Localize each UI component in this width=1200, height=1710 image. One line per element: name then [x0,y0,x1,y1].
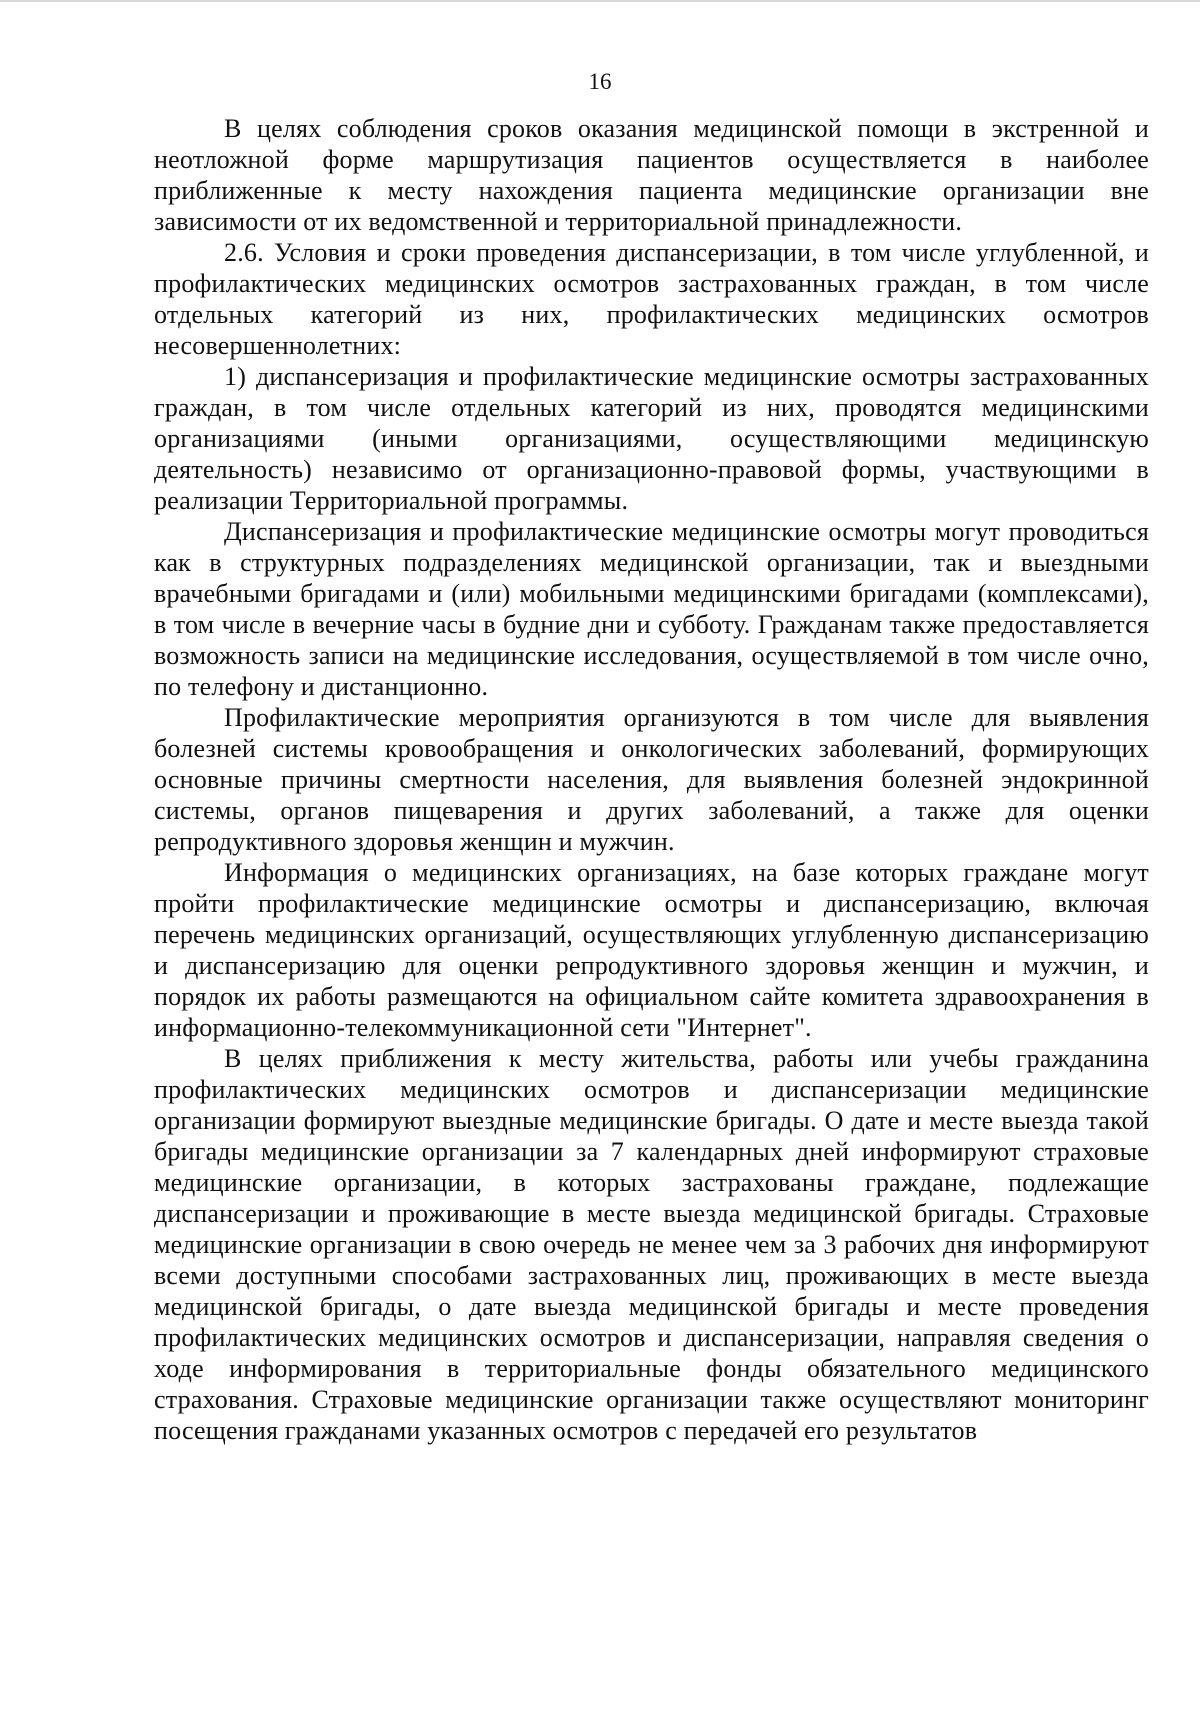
paragraph-preventive-measures: Профилактические мероприятия организуются в том числе для выявления болезней системы кровообращения и онкологических заболеваний, формирующих основные причины смертности населения, для выявления болезней эндокринной системы, органов пищеварения и других заболеваний, а также для оценки репродуктивного здоровья женщин и мужчин. [154,703,1149,856]
paragraph-information-publication: Информация о медицинских организациях, на базе которых граждане могут пройти профилактические медицинские осмотры и диспансеризацию, включая перечень медицинских организаций, осуществляющих углубленную диспансеризацию и диспансеризацию для оценки репродуктивного здоровья женщин и мужчин, и порядок их работы размещаются на официальном сайте комитета здравоохранения в информационно-телекоммуникационной сети "Интернет". [154,858,1149,1042]
paragraph-dispensary-locations: Диспансеризация и профилактические медицинские осмотры могут проводиться как в структурных подразделениях медицинской организации, так и выездными врачебными бригадами и (или) мобильными медицинскими бригадами (комплексами), в том числе в вечерние часы в будние дни и субботу. Гражданам также предоставляется возможность записи на медицинские исследования, осуществляемой в том числе очно, по телефону и дистанционно. [154,517,1149,701]
paragraph-mobile-brigades: В целях приближения к месту жительства, работы или учебы гражданина профилактических медицинских осмотров и диспансеризации медицинские организации формируют выездные медицинские бригады. О дате и месте выезда такой бригады медицинские организации за 7 календарных дней информируют страховые медицинские организации, в которых застрахованы граждане, подлежащие диспансеризации и проживающие в месте выезда медицинской бригады. Страховые медицинские организации в свою очередь не менее чем за 3 рабочих дня информируют всеми доступными способами застрахованных лиц, проживающих в месте выезда медицинской бригады, о дате выезда медицинской бригады и месте проведения профилактических медицинских осмотров и диспансеризации, направляя сведения о ходе информирования в территориальные фонды обязательного медицинского страхования. Страховые медицинские организации также осуществляют мониторинг посещения гражданами указанных осмотров с передачей его результатов [154,1044,1149,1445]
paragraph-routing-emergency: В целях соблюдения сроков оказания медицинской помощи в экстренной и неотложной форме маршрутизация пациентов осуществляется в наиболее приближенные к месту нахождения пациента медицинские организации вне зависимости от их ведомственной и территориальной принадлежности. [154,114,1149,236]
paragraph-item-1: 1) диспансеризация и профилактические медицинские осмотры застрахованных граждан, в том числе отдельных категорий из них, проводятся медицинскими организациями (иными организациями, осуществляющими медицинскую деятельность) независимо от организационно-правовой формы, участвующими в реализации Территориальной программы. [154,362,1149,515]
page-top-edge [0,0,1200,2]
paragraph-section-2-6: 2.6. Условия и сроки проведения диспансеризации, в том числе углубленной, и профилактических медицинских осмотров застрахованных граждан, в том числе отдельных категорий из них, профилактических медицинских осмотров несовершеннолетних: [154,238,1149,360]
document-body [154,113,1149,1446]
page-number: 16 [588,69,612,94]
